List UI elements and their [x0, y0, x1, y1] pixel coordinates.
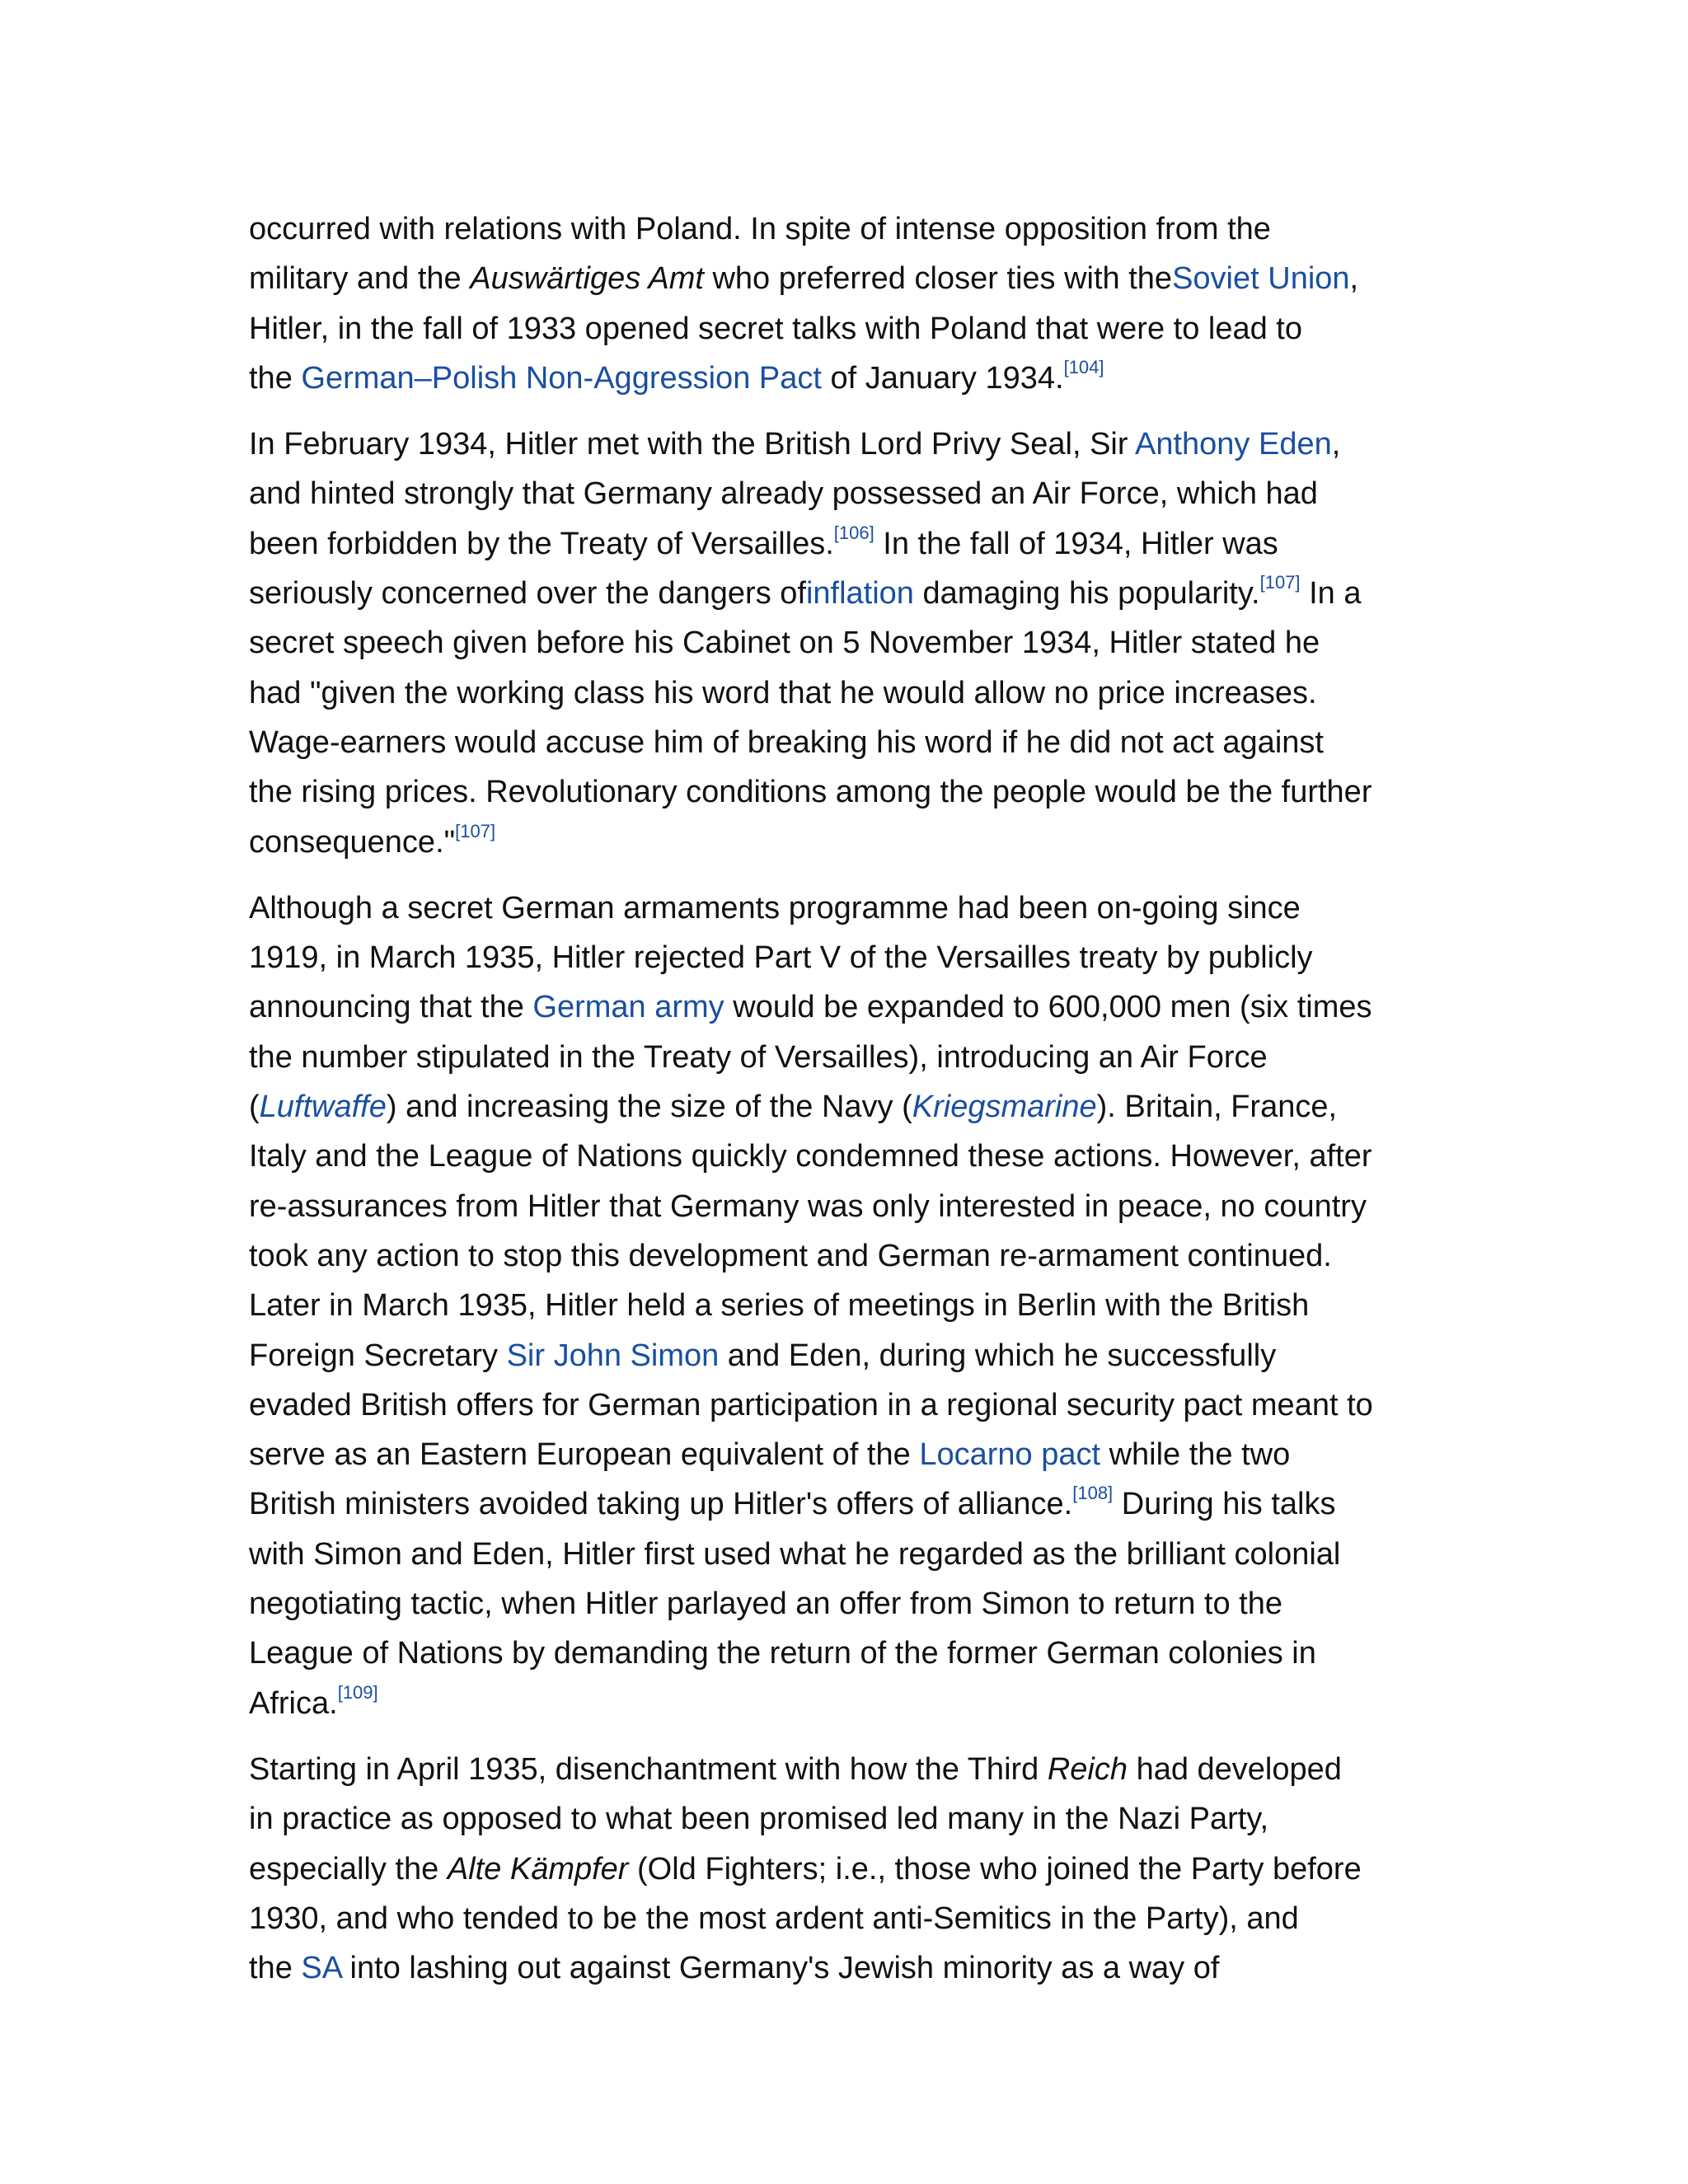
- body-text: Later in March 1935, Hitler held a series of meetings in Berlin with the British: [249, 1288, 1310, 1324]
- text-line: [249, 1530, 1452, 1579]
- article-link[interactable]: SA: [301, 1951, 341, 1986]
- text-line: [249, 718, 1452, 767]
- body-text: while the two: [1100, 1437, 1291, 1473]
- body-text: ). Britain, France,: [1096, 1090, 1338, 1125]
- paragraph: [249, 419, 1452, 867]
- body-text: negotiating tactic, when Hitler parlayed an offer from Simon to return to the: [249, 1586, 1282, 1622]
- body-text: who preferred closer ties with the: [703, 261, 1173, 297]
- text-line: [249, 204, 1452, 254]
- body-text: into lashing out against Germany's Jewish minority as a way of: [341, 1951, 1220, 1986]
- text-line: [249, 569, 1452, 618]
- body-text: the number stipulated in the Treaty of Versailles), introducing an Air Force: [249, 1039, 1268, 1075]
- body-text: Starting in April 1935, disenchantment with how the Third: [249, 1751, 1048, 1787]
- text-line: [249, 419, 1452, 469]
- text-line: [249, 1033, 1452, 1082]
- body-text: ,: [1331, 427, 1341, 462]
- body-text: In the fall of 1934, Hitler was: [874, 526, 1278, 561]
- citation-link[interactable]: [104]: [1063, 356, 1104, 377]
- text-line: [249, 818, 1452, 867]
- text-line: [249, 933, 1452, 982]
- body-text: League of Nations by demanding the return of the former German colonies in: [249, 1636, 1316, 1671]
- body-text: took any action to stop this development and German re-armament continued.: [249, 1238, 1332, 1273]
- body-text: in practice as opposed to what been promised led many in the Nazi Party,: [249, 1802, 1269, 1837]
- text-line: [249, 767, 1452, 817]
- body-text: (: [249, 1090, 260, 1125]
- article-link[interactable]: Kriegsmarine: [912, 1090, 1097, 1125]
- body-text: Italy and the League of Nations quickly condemned these actions. However, after: [249, 1139, 1372, 1174]
- body-text: In a: [1300, 576, 1362, 612]
- text-line: [249, 354, 1452, 403]
- body-text: military and the: [249, 261, 471, 297]
- body-text: secret speech given before his Cabinet on 5 November 1934, Hitler stated he: [249, 626, 1320, 661]
- body-text: would be expanded to 600,000 men (six times: [724, 990, 1372, 1025]
- article-link[interactable]: inflation: [805, 576, 914, 612]
- citation-link[interactable]: [109]: [337, 1681, 378, 1703]
- body-text: re-assurances from Hitler that Germany was only interested in peace, no country: [249, 1188, 1367, 1224]
- body-text: During his talks: [1113, 1487, 1336, 1522]
- body-text: 1930, and who tended to be the most ardent anti-Semitics in the Party), and: [249, 1900, 1299, 1936]
- text-line: [249, 1231, 1452, 1281]
- body-text: occurred with relations with Poland. In spite of intense opposition from the: [249, 212, 1271, 246]
- text-line: [249, 1579, 1452, 1629]
- paragraph: [249, 1745, 1452, 1993]
- article-link[interactable]: German–Polish Non-Aggression Pact: [301, 360, 822, 396]
- body-text: serve as an Eastern European equivalent of the: [249, 1437, 920, 1473]
- body-text: been forbidden by the Treaty of Versailles.: [249, 526, 834, 561]
- text-line: [249, 668, 1452, 718]
- text-line: [249, 469, 1452, 518]
- citation-link[interactable]: [106]: [833, 522, 874, 543]
- body-text: the rising prices. Revolutionary conditions among the people would be the further: [249, 775, 1372, 810]
- body-text: British ministers avoided taking up Hitler's offers of alliance.: [249, 1487, 1073, 1522]
- body-text: the: [249, 1951, 302, 1986]
- body-text: In February 1934, Hitler met with the British Lord Privy Seal, Sir: [249, 427, 1135, 462]
- citation-link[interactable]: [108]: [1072, 1483, 1114, 1504]
- text-line: [249, 1281, 1452, 1330]
- paragraph: [249, 204, 1452, 403]
- text-line: [249, 1479, 1452, 1529]
- text-line: [249, 982, 1452, 1032]
- text-line: [249, 1679, 1452, 1728]
- text-line: [249, 1430, 1452, 1479]
- text-line: [249, 1794, 1452, 1844]
- text-line: [249, 1182, 1452, 1231]
- text-line: [249, 1331, 1452, 1380]
- body-text: Wage-earners would accuse him of breaking his word if he did not act against: [249, 724, 1324, 760]
- text-line: [249, 883, 1452, 933]
- citation-link[interactable]: [107]: [455, 820, 496, 841]
- body-text: ) and increasing the size of the Navy (: [386, 1090, 912, 1125]
- text-line: [249, 304, 1452, 354]
- article-link[interactable]: Sir John Simon: [506, 1338, 720, 1373]
- text-line: [249, 519, 1452, 569]
- article-link[interactable]: German army: [532, 990, 724, 1025]
- article-page: [249, 204, 1452, 2009]
- body-text: Foreign Secretary: [249, 1338, 507, 1373]
- article-link[interactable]: Soviet Union: [1172, 261, 1350, 297]
- body-text: Hitler, in the fall of 1933 opened secret talks with Poland that were to lead to: [249, 311, 1302, 346]
- body-text: and Eden, during which he successfully: [719, 1338, 1277, 1373]
- text-line: [249, 1132, 1452, 1181]
- body-text: had "given the working class his word that he would allow no price increases.: [249, 675, 1317, 710]
- article-link[interactable]: Anthony Eden: [1134, 427, 1332, 462]
- text-line: [249, 1629, 1452, 1678]
- body-text: (Old Fighters; i.e., those who joined the Party before: [628, 1851, 1362, 1886]
- body-text: and hinted strongly that Germany already possessed an Air Force, which had: [249, 476, 1318, 512]
- text-line: [249, 1082, 1452, 1132]
- italic-text: Auswärtiges Amt: [470, 261, 704, 297]
- body-text: damaging his popularity.: [913, 576, 1260, 612]
- body-text: with Simon and Eden, Hitler first used what he regarded as the brilliant colonial: [249, 1536, 1341, 1572]
- text-line: [249, 254, 1452, 303]
- article-link[interactable]: Luftwaffe: [259, 1090, 387, 1125]
- article-link[interactable]: Locarno pact: [919, 1437, 1101, 1473]
- text-line: [249, 1894, 1452, 1943]
- body-text: ,: [1349, 261, 1359, 297]
- body-text: announcing that the: [249, 990, 533, 1025]
- body-text: of January 1934.: [821, 360, 1064, 396]
- body-text: had developed: [1128, 1751, 1342, 1787]
- body-text: especially the: [249, 1851, 448, 1886]
- paragraph: [249, 883, 1452, 1728]
- body-text: Although a secret German armaments programme had been on-going since: [249, 890, 1301, 926]
- body-text: the: [249, 360, 302, 396]
- text-line: [249, 1380, 1452, 1430]
- citation-link[interactable]: [107]: [1259, 572, 1301, 593]
- body-text: seriously concerned over the dangers of: [249, 576, 806, 612]
- text-line: [249, 1943, 1452, 1993]
- italic-text: Alte Kämpfer: [447, 1851, 629, 1886]
- text-line: [249, 1745, 1452, 1794]
- body-text: Africa.: [249, 1685, 338, 1721]
- text-line: [249, 618, 1452, 668]
- text-line: [249, 1844, 1452, 1894]
- body-text: consequence.": [249, 824, 456, 860]
- body-text: 1919, in March 1935, Hitler rejected Part V of the Versailles treaty by publicly: [249, 940, 1313, 976]
- body-text: evaded British offers for German participation in a regional security pact meant to: [249, 1387, 1373, 1422]
- italic-text: Reich: [1047, 1751, 1128, 1787]
